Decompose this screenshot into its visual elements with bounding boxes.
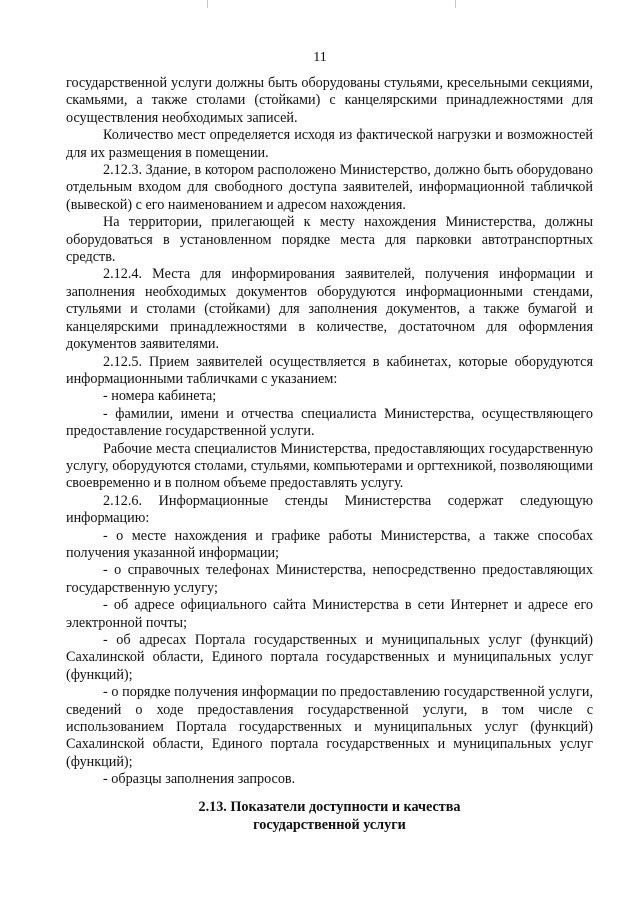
- list-item: - о справочных телефонах Министерства, непосредственно предоставляющих государственную услугу;: [66, 562, 593, 596]
- document-body: [66, 75, 593, 833]
- paragraph: 2.12.4. Места для информирования заявителей, получения информации и заполнения необходимых документов оборудуются информационными стендами, стульями и столами (стойками) для заполнения документов, а также бумагой и канцелярскими принадлежностями в количестве, достаточном для оформления документов заявителями.: [66, 266, 593, 353]
- scan-artifact: [207, 0, 208, 8]
- scan-artifact: [455, 0, 456, 8]
- list-item: - о порядке получения информации по предоставлению государственной услуги, сведений о ходе предоставления государственной услуги, в том числе с использованием Портала государственных и муниципальных услуг (функций) Сахалинской области, Единого портала государственных и муниципальных услуг (функций);: [66, 684, 593, 770]
- list-item: - фамилии, имени и отчества специалиста Министерства, осуществляющего предоставление государственной услуги.: [66, 405, 593, 440]
- list-item: - образцы заполнения запросов.: [103, 771, 296, 788]
- list-item: - номера кабинета;: [103, 388, 217, 405]
- paragraph: государственной услуги должны быть оборудованы стульями, кресельными секциями, скамьями, а также столами (стойками) с канцелярскими принадлежностями для осуществления необходимых записей.: [66, 75, 593, 126]
- paragraph: 2.12.5. Прием заявителей осуществляется в кабинетах, которые оборудуются информационными табличками с указанием:: [66, 353, 593, 387]
- paragraph: Рабочие места специалистов Министерства, предоставляющих государственную услугу, оборудуются столами, стульями, компьютерами и оргтехникой, позволяющими своевременно и в полном объеме предоставлять услугу.: [66, 440, 593, 492]
- paragraph: На территории, прилегающей к месту нахождения Министерства, должны оборудоваться в установленном порядке места для парковки автотранспортных средств.: [66, 214, 593, 266]
- list-item: - об адресе официального сайта Министерства в сети Интернет и адресе его электронной почты;: [66, 597, 593, 631]
- list-item: - о месте нахождения и графике работы Министерства, а также способах получения указанной информации;: [66, 527, 593, 561]
- page-number: 11: [313, 50, 327, 65]
- section-heading-line: государственной услуги: [253, 816, 406, 833]
- section-heading: [66, 799, 593, 834]
- section-heading-line: 2.13. Показатели доступности и качества: [198, 799, 461, 815]
- paragraph: 2.12.3. Здание, в котором расположено Министерство, должно быть оборудовано отдельным входом для свободного доступа заявителей, информационной табличкой (вывеской) с его наименованием и адресом нахождения.: [66, 162, 593, 213]
- paragraph: Количество мест определяется исходя из фактической нагрузки и возможностей для их размещения в помещении.: [66, 127, 593, 161]
- list-item: - об адресах Портала государственных и муниципальных услуг (функций) Сахалинской области, Единого портала государственных и муниципальных услуг (функций);: [66, 632, 593, 683]
- paragraph: 2.12.6. Информационные стенды Министерства содержат следующую информацию:: [66, 492, 593, 527]
